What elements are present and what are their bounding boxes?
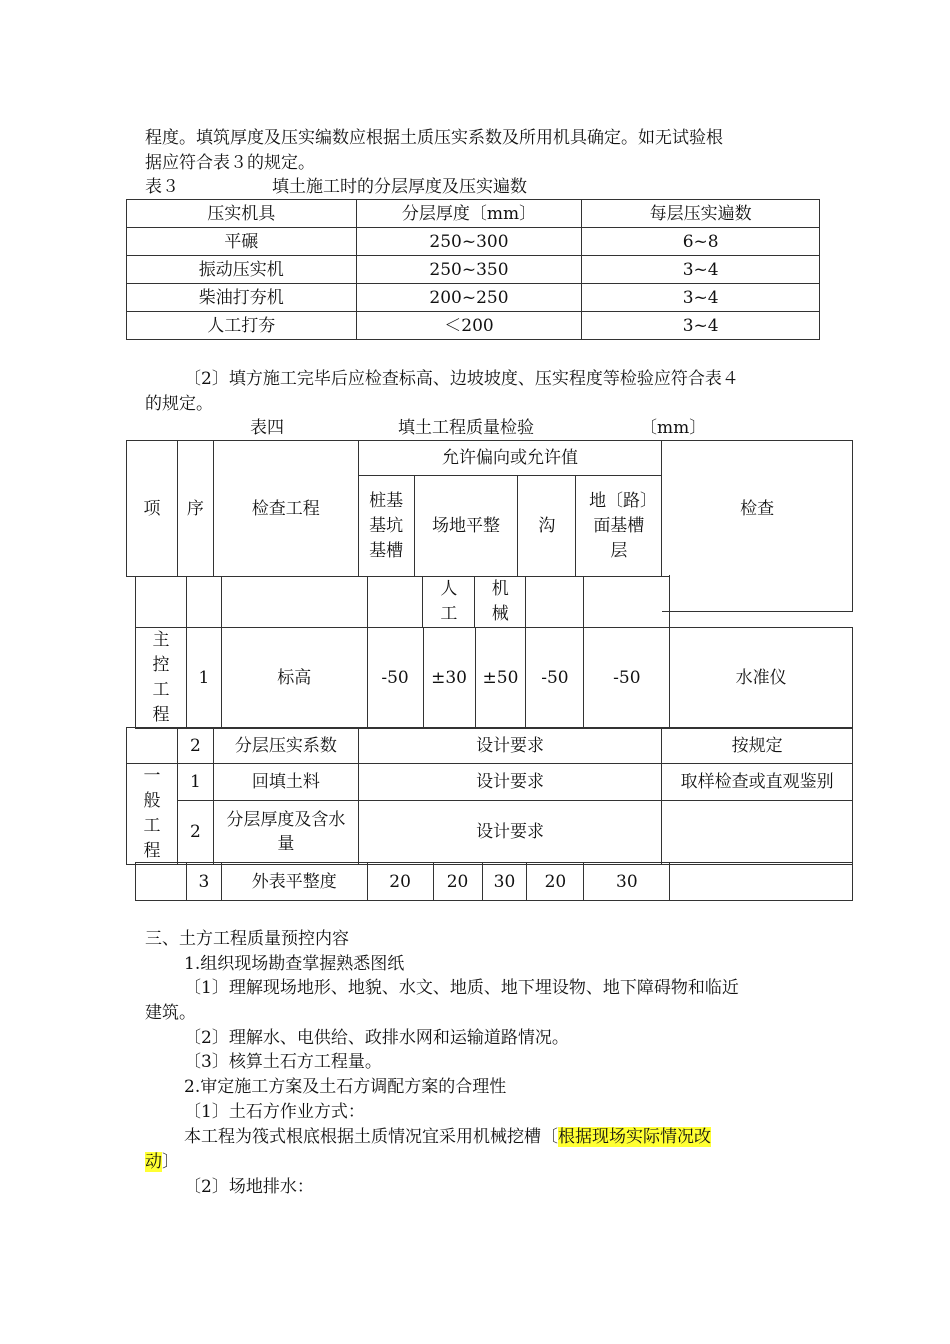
table-row [127, 228, 820, 256]
section3-s1c: 〔3〕核算土石方工程量。 [184, 1052, 382, 1072]
header-allow: 允许偏向或允许值 [358, 441, 662, 476]
intro-line-2: 据应符合表３的规定。 [145, 153, 315, 173]
header-seq: 序 [177, 441, 213, 577]
table-cell: 6~8 [582, 228, 820, 256]
group-main: 主控工程 [152, 630, 170, 725]
table3-header: 压实机具 [127, 200, 357, 228]
table-cell: 标高 [221, 628, 367, 729]
table4-title: 填土工程质量检验 [398, 418, 534, 438]
table3-header-row [127, 200, 820, 228]
table4-label: 表四 [250, 418, 284, 438]
table-row [127, 256, 820, 284]
table-row [136, 628, 853, 729]
table4-rows-2-4 [126, 727, 853, 865]
table-row [127, 312, 820, 340]
table4-unit: 〔mm〕 [640, 418, 707, 438]
section3-s1a-line1: 〔1〕理解现场地形、地貌、水文、地质、地下埋设物、地下障碍物和临近 [184, 978, 739, 998]
s2a-body: 本工程为筏式根底根据土质情况宜采用机械挖槽〔 [184, 1127, 558, 1147]
table-cell: 回填土料 [213, 764, 358, 801]
header-site: 场地平整 [414, 476, 518, 577]
table-cell: 柴油打夯机 [127, 284, 357, 312]
header-machine: 机械 [491, 579, 509, 624]
table-cell: 分层厚度及含水量 [226, 810, 346, 855]
table-cell: 分层压实系数 [213, 728, 358, 764]
table-cell: 3~4 [582, 284, 820, 312]
table4-row-5 [135, 862, 853, 901]
highlight-note: 根据现场实际情况改 [558, 1127, 711, 1147]
table-cell: 振动压实机 [127, 256, 357, 284]
table-cell: -50 [584, 628, 670, 729]
table-cell: ±50 [475, 628, 526, 729]
table-cell: 20 [527, 863, 584, 901]
table-cell [670, 863, 853, 901]
table-row [136, 863, 853, 901]
table3-label: 表３ [145, 177, 179, 197]
table-row [127, 728, 853, 764]
table-cell: ＜200 [356, 312, 582, 340]
table-cell: -50 [367, 628, 423, 729]
table-row [127, 284, 820, 312]
table-cell: 人工打夯 [127, 312, 357, 340]
highlight-note: 动 [145, 1152, 162, 1172]
table-cell: 3 [186, 863, 221, 901]
para2-line-2: 的规定。 [145, 394, 213, 414]
header-check: 检查 [662, 441, 853, 577]
section3-s2a-text [184, 1125, 711, 1149]
s2a-end: 〕 [162, 1152, 179, 1172]
table3-header: 每层压实遍数 [582, 200, 820, 228]
table4-header [126, 440, 853, 577]
table-cell: 水准仪 [670, 628, 853, 729]
table-cell: 3~4 [582, 312, 820, 340]
table-cell: 设计要求 [358, 800, 661, 864]
table-cell: 设计要求 [358, 728, 661, 764]
header-ditch: 沟 [518, 476, 576, 577]
table-cell: 20 [433, 863, 482, 901]
table-cell: 200~250 [356, 284, 582, 312]
table-cell: 按规定 [662, 728, 853, 764]
table-cell: 1 [177, 764, 213, 801]
table-cell: 30 [482, 863, 527, 901]
table3-title: 填土施工时的分层厚度及压实遍数 [272, 177, 527, 197]
section3-s1a-line2: 建筑。 [145, 1003, 196, 1023]
table-cell: 250~350 [356, 256, 582, 284]
header-road: 地〔路〕面基槽层 [589, 490, 649, 561]
table4-main [135, 576, 670, 628]
table-cell [662, 800, 853, 864]
check-cell-lower [662, 575, 853, 612]
table3-header: 分层厚度〔mm〕 [356, 200, 582, 228]
table-cell: 平碾 [127, 228, 357, 256]
para2-line-1: 〔2〕填方施工完毕后应检查标高、边坡坡度、压实程度等检验应符合表４ [184, 369, 739, 389]
section3-s1b: 〔2〕理解水、电供给、政排水网和运输道路情况。 [184, 1028, 569, 1048]
table4-row-1 [135, 627, 853, 729]
group-general: 一般工程 [143, 766, 161, 861]
table-cell: 250~300 [356, 228, 582, 256]
header-item: 项 [127, 441, 178, 577]
table-cell: 20 [367, 863, 433, 901]
table-row [127, 800, 853, 864]
section3-heading: 三、土方工程质量预控内容 [145, 929, 349, 949]
section3-s2a: 〔1〕土石方作业方式： [184, 1102, 365, 1122]
header-pile: 桩基基坑基槽 [369, 490, 404, 561]
section3-s2b: 〔2〕场地排水： [184, 1177, 314, 1197]
table-cell: 1 [186, 628, 221, 729]
section3-s1: 1.组织现场勘查掌握熟悉图纸 [184, 954, 405, 974]
header-manual: 人工 [440, 579, 458, 624]
table-cell: -50 [526, 628, 584, 729]
intro-line-1: 程度。填筑厚度及压实编数应根据土质压实系数及所用机具确定。如无试验根 [145, 128, 723, 148]
section3-s2a-text-2 [145, 1150, 179, 1174]
table-cell: 2 [177, 800, 213, 864]
table-cell: 外表平整度 [221, 863, 367, 901]
section3-s2: 2.审定施工方案及土石方调配方案的合理性 [184, 1077, 507, 1097]
header-check-item: 检查工程 [213, 441, 358, 577]
table3 [126, 199, 820, 340]
table-cell: 30 [584, 863, 670, 901]
table-cell: 设计要求 [358, 764, 661, 801]
table-row [127, 764, 853, 801]
table-cell: 2 [177, 728, 213, 764]
table-cell: 3~4 [582, 256, 820, 284]
table-cell: ±30 [423, 628, 475, 729]
table-cell: 取样检查或直观鉴别 [662, 764, 853, 801]
